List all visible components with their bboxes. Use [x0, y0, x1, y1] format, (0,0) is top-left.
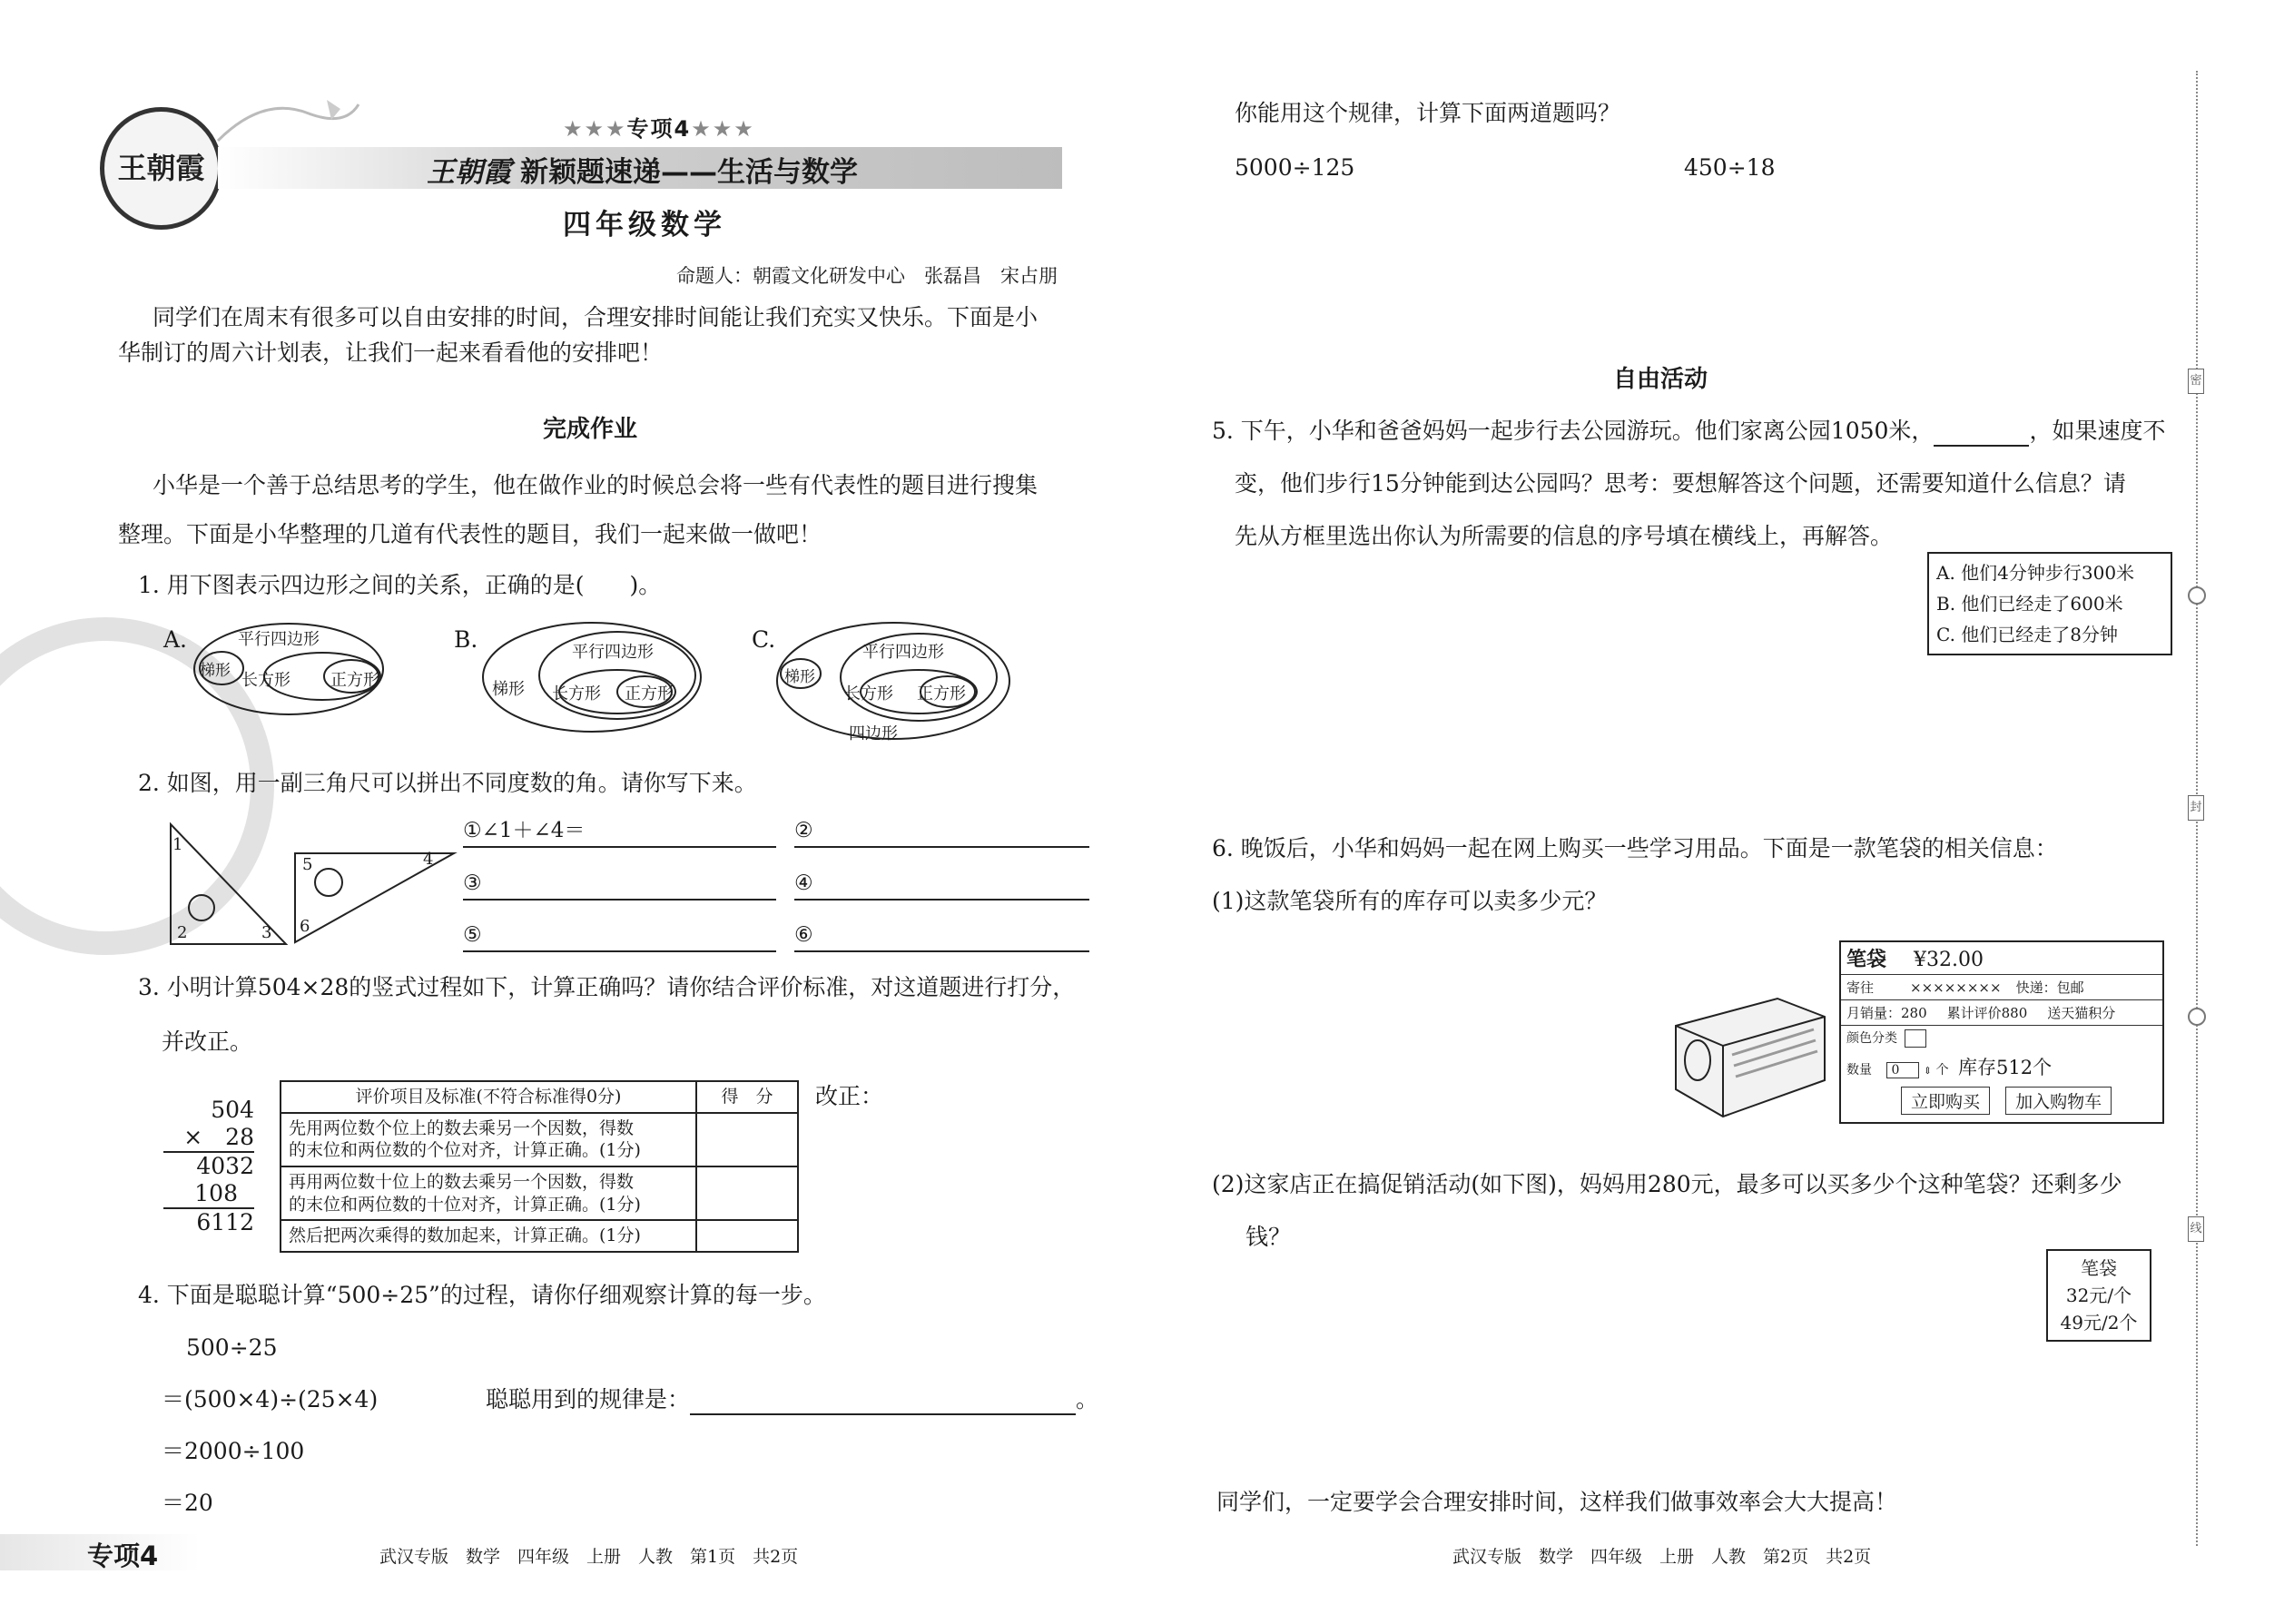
- calc-line-4: 108: [163, 1180, 254, 1209]
- product-name: 笔袋: [1846, 949, 1887, 971]
- closing-line: 同学们，一定要学会合理安排时间，这样我们做事效率会大大提高！: [1216, 1489, 1898, 1515]
- total-reviews: 累计评价880: [1946, 1005, 2028, 1021]
- rule-answer: [486, 1384, 1098, 1415]
- right-intro: 你能用这个规律，计算下面两道题吗？: [1235, 100, 1621, 126]
- q5-line-1-text: 5. 下午，小华和爸爸妈妈一起步行去公园游玩。他们家离公园1050米，: [1212, 418, 1935, 444]
- main-title: [427, 149, 858, 190]
- series-text: 专项4: [626, 116, 692, 142]
- criteria-line: 再用两位数十位上的数去乘另一个因数，得数: [289, 1172, 635, 1193]
- q1-b-outer-left: 梯形: [492, 680, 525, 699]
- q1-c-bottom: 四边形: [849, 724, 898, 743]
- score-header-text: 得 分: [721, 1087, 773, 1107]
- q1-a-mid: 长方形: [241, 671, 290, 690]
- q1-option-b-label: B.: [454, 626, 478, 653]
- q1-c-left: 梯形: [784, 668, 815, 686]
- question-6: 6. 晚饭后，小华和妈妈一起在网上购买一些学习用品。下面是一款笔袋的相关信息：: [1212, 835, 2058, 861]
- calc-line-1: 504: [211, 1097, 254, 1123]
- question-4: 4. 下面是聪聪计算“500÷25”的过程，请你仔细观察计算的每一步。: [138, 1282, 826, 1308]
- series-label: [563, 111, 755, 143]
- angle-label-2: 2: [177, 923, 188, 942]
- set-square-figure: [163, 817, 463, 953]
- product-price: ¥32.00: [1914, 949, 1984, 971]
- criteria-cell: [281, 1166, 696, 1220]
- criteria-cell: [281, 1220, 696, 1252]
- calc-line-3: 4032: [196, 1153, 254, 1179]
- reward-points: 送天猫积分: [2047, 1005, 2116, 1021]
- footer-series-tag: 专项4: [87, 1540, 159, 1571]
- correction-label: 改正：: [815, 1083, 884, 1109]
- calc-line-2: × 28: [163, 1124, 254, 1153]
- q5-info-a: A. 他们4分钟步行300米: [1936, 562, 2135, 584]
- q1-c-mid-top: 平行四边形: [862, 643, 944, 662]
- pencil-case-illustration: [1669, 989, 1832, 1126]
- qty-input[interactable]: 0: [1886, 1062, 1919, 1078]
- question-2: 2. 如图，用一副三角尺可以拼出不同度数的角。请你写下来。: [138, 770, 757, 796]
- brand-logo-text: 王朝霞: [117, 151, 205, 185]
- question-3-line-2: 并改正。: [162, 1029, 253, 1055]
- star-icon: ★★★: [691, 116, 755, 142]
- add-to-cart-button[interactable]: 加入购物车: [2005, 1087, 2112, 1115]
- ship-method: 快递：包邮: [2015, 979, 2084, 996]
- q2-blank-4[interactable]: [794, 870, 1089, 901]
- product-color-row: [1841, 1026, 2162, 1050]
- stock-text: 库存512个: [1958, 1057, 2053, 1078]
- angle-label-5: 5: [302, 855, 313, 874]
- color-swatch[interactable]: [1905, 1029, 1926, 1048]
- title-brand: 王朝霞: [427, 156, 511, 189]
- margin-mark-sealed: 封: [2188, 795, 2204, 821]
- q2-blank-1-label: ①∠1＋∠4＝: [463, 819, 586, 842]
- intro-line-1: 同学们在周末有很多可以自由安排的时间，合理安排时间能让我们充实又快乐。下面是小: [153, 304, 1039, 330]
- angle-label-4: 4: [423, 850, 434, 869]
- brand-logo: [100, 107, 222, 230]
- criteria-line: 然后把两次乘得的数加起来，计算正确。(1分): [289, 1225, 641, 1246]
- section-title-homework: 完成作业: [543, 416, 638, 443]
- buy-now-button[interactable]: 立即购买: [1901, 1087, 1990, 1115]
- q1-b-inner: 正方形: [625, 684, 674, 704]
- intro-line-2: 华制订的周六计划表，让我们一起来看看他的安排吧！: [118, 340, 664, 366]
- margin-mark-seal: 密: [2188, 369, 2204, 394]
- score-cell[interactable]: [696, 1166, 798, 1220]
- star-icon: ★★★: [563, 116, 627, 142]
- q1-c-inner: 正方形: [917, 684, 966, 704]
- q2-blank-5[interactable]: [463, 921, 776, 952]
- q2-blank-3[interactable]: [463, 870, 776, 901]
- table-row: [281, 1220, 798, 1252]
- calc-line-5: 6112: [196, 1209, 254, 1235]
- q5-line-1-end: ，如果速度不: [2029, 418, 2166, 444]
- q1-b-mid-top: 平行四边形: [572, 643, 654, 662]
- q1-option-c-label: C.: [752, 626, 776, 653]
- qty-label: 数量: [1846, 1063, 1872, 1078]
- rule-end: 。: [1076, 1386, 1099, 1412]
- criteria-header-text: 评价项目及标准(不符合标准得0分): [355, 1087, 622, 1107]
- angle-label-6: 6: [300, 917, 310, 936]
- question-6-sub-1: (1)这款笔袋所有的库存可以卖多少元？: [1212, 888, 1608, 914]
- qty-stepper-icon[interactable]: ⇕: [1923, 1065, 1933, 1077]
- q4-step-3: ＝2000÷100: [162, 1438, 305, 1464]
- q1-b-mid: 长方形: [552, 684, 601, 704]
- question-1: 1. 用下图表示四边形之间的关系，正确的是( )。: [138, 572, 662, 598]
- q2-blank-6-label: ⑥: [794, 923, 813, 947]
- table-row: [281, 1166, 798, 1220]
- table-header-score: [696, 1081, 798, 1113]
- question-5-line-1: [1212, 416, 2165, 447]
- authors-line: 命题人：朝霞文化研发中心 张磊昌 宋占朋: [676, 265, 1058, 287]
- expr-2: 450÷18: [1684, 154, 1776, 181]
- q5-info-box: [1927, 552, 2172, 655]
- product-qty-row: [1841, 1050, 2162, 1083]
- q2-blank-5-label: ⑤: [463, 923, 482, 947]
- q2-blank-1[interactable]: [463, 817, 776, 848]
- margin-mark-line: 线: [2188, 1216, 2204, 1242]
- criteria-line: 的末位和两位数的十位对齐，计算正确。(1分): [289, 1194, 641, 1215]
- section1-intro-1: 小华是一个善于总结思考的学生，他在做作业的时候总会将一些有代表性的题目进行搜集: [153, 472, 1039, 498]
- page-subtitle: 四年级数学: [563, 209, 726, 241]
- q2-blank-6[interactable]: [794, 921, 1089, 952]
- table-header-criteria: [281, 1081, 696, 1113]
- question-5-line-3: 先从方框里选出你认为所需要的信息的序号填在横线上，再解答。: [1235, 523, 1894, 549]
- q2-blank-2[interactable]: [794, 817, 1089, 848]
- q2-blank-3-label: ③: [463, 871, 482, 895]
- vertical-calculation: [163, 1097, 254, 1236]
- angle-label-3: 3: [261, 923, 272, 942]
- promo-box: [2046, 1249, 2151, 1342]
- title-main: 新颖题速递——生活与数学: [520, 156, 858, 189]
- question-6-sub-2-line-1: (2)这家店正在搞促销活动(如下图)，妈妈用280元，最多可以买多少个这种笔袋？还剩多少: [1212, 1171, 2122, 1197]
- footer-left-info: 武汉专版 数学 四年级 上册 人教 第1页 共2页: [379, 1547, 799, 1567]
- q4-step-2: ＝(500×4)÷(25×4): [162, 1386, 379, 1412]
- qty-unit: 个: [1935, 1063, 1949, 1078]
- evaluation-table: [280, 1080, 799, 1253]
- criteria-line: 的末位和两位数的个位对齐，计算正确。(1分): [289, 1140, 641, 1161]
- ship-from: 寄往: [1846, 979, 1875, 996]
- table-row: [281, 1113, 798, 1166]
- color-label: 颜色分类: [1846, 1031, 1897, 1046]
- product-buttons: [1841, 1083, 2162, 1122]
- q5-blank[interactable]: [1934, 421, 2029, 447]
- promo-price-double: 49元/2个: [2060, 1312, 2138, 1334]
- q1-c-mid: 长方形: [844, 684, 893, 704]
- product-header: [1841, 942, 2162, 975]
- section-title-free-activity: 自由活动: [1613, 366, 1708, 393]
- question-5-line-2: 变，他们步行15分钟能到达公园吗？思考：要想解答这个问题，还需要知道什么信息？请: [1235, 470, 2126, 497]
- expr-1: 5000÷125: [1235, 154, 1355, 181]
- binding-hole-icon: [2188, 586, 2206, 605]
- promo-price-single: 32元/个: [2065, 1284, 2132, 1306]
- q1-a-left: 梯形: [200, 662, 231, 680]
- criteria-cell: [281, 1113, 696, 1166]
- monthly-sales: 月销量：280: [1846, 1005, 1927, 1021]
- q1-a-inner: 正方形: [330, 671, 379, 690]
- score-cell[interactable]: [696, 1113, 798, 1166]
- footer-right-info: 武汉专版 数学 四年级 上册 人教 第2页 共2页: [1452, 1547, 1872, 1567]
- binding-hole-icon: [2188, 1008, 2206, 1026]
- q4-step-4: ＝20: [162, 1490, 213, 1516]
- product-stats-row: [1841, 1000, 2162, 1026]
- criteria-line: 先用两位数个位上的数去乘另一个因数，得数: [289, 1117, 635, 1138]
- table-row: [281, 1081, 798, 1113]
- q5-info-b: B. 他们已经走了600米: [1936, 593, 2123, 615]
- rule-label: 聪聪用到的规律是：: [486, 1386, 691, 1412]
- q5-info-c: C. 他们已经走了8分钟: [1936, 624, 2119, 645]
- product-ship-row: [1841, 975, 2162, 1000]
- rule-blank[interactable]: [690, 1388, 1076, 1415]
- ship-code: ××××××××: [1910, 979, 2002, 996]
- q1-option-a-label: A.: [163, 626, 188, 653]
- q2-blank-2-label: ②: [794, 819, 813, 842]
- product-panel: [1839, 940, 2164, 1124]
- section1-intro-2: 整理。下面是小华整理的几道有代表性的题目，我们一起来做一做吧！: [118, 521, 822, 547]
- q1-a-outer: 平行四边形: [238, 630, 320, 649]
- question-6-sub-2-line-2: 钱？: [1245, 1224, 1292, 1250]
- question-3-line-1: 3. 小明计算504×28的竖式过程如下，计算正确吗？请你结合评价标准，对这道题进行打分，: [138, 974, 1076, 1000]
- q2-blank-4-label: ④: [794, 871, 813, 895]
- q4-step-1: 500÷25: [186, 1334, 278, 1361]
- score-cell[interactable]: [696, 1220, 798, 1252]
- angle-label-1: 1: [172, 835, 183, 854]
- promo-title: 笔袋: [2081, 1257, 2117, 1279]
